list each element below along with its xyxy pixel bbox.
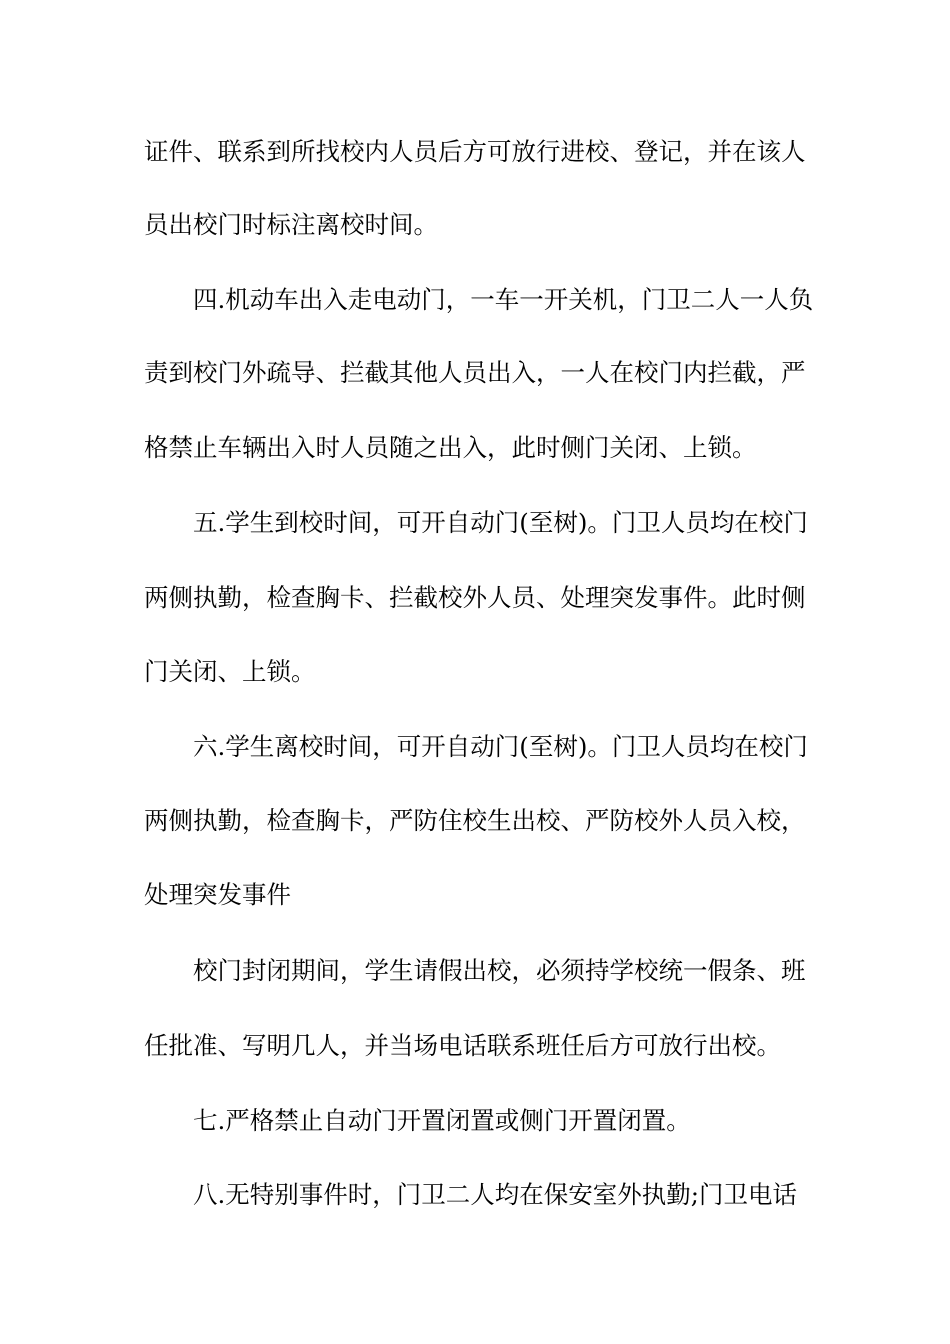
text-line: 责到校门外疏导、拦截其他人员出入，一人在校门内拦截，严 — [144, 358, 806, 387]
paragraph-eight-line: 八.无特别事件时，门卫二人均在保安室外执勤;门卫电话 — [193, 1180, 798, 1209]
text-line: 门关闭、上锁。 — [144, 657, 316, 686]
text-line: 任批准、写明几人，并当场电话联系班任后方可放行出校。 — [144, 1031, 781, 1060]
paragraph-six-line: 六.学生离校时间，可开自动门(至树)。门卫人员均在校门 — [193, 732, 808, 761]
text-line: 两侧执勤，检查胸卡，严防住校生出校、严防校外人员入校， — [144, 806, 806, 835]
paragraph-seven-line: 七.严格禁止自动门开置闭置或侧门开置闭置。 — [193, 1106, 691, 1135]
text-line: 处理突发事件 — [144, 880, 291, 909]
text-line: 员出校门时标注离校时间。 — [144, 210, 438, 239]
paragraph-five-line: 五.学生到校时间，可开自动门(至树)。门卫人员均在校门 — [193, 508, 808, 537]
text-line: 两侧执勤，检查胸卡、拦截校外人员、处理突发事件。此时侧 — [144, 583, 806, 612]
text-line: 证件、联系到所找校内人员后方可放行进校、登记，并在该人 — [144, 137, 806, 166]
paragraph-four-line: 四.机动车出入走电动门，一车一开关机，门卫二人一人负 — [193, 285, 814, 314]
text-line: 格禁止车辆出入时人员随之出入，此时侧门关闭、上锁。 — [144, 433, 757, 462]
paragraph-leave-line: 校门封闭期间，学生请假出校，必须持学校统一假条、班 — [193, 956, 806, 985]
